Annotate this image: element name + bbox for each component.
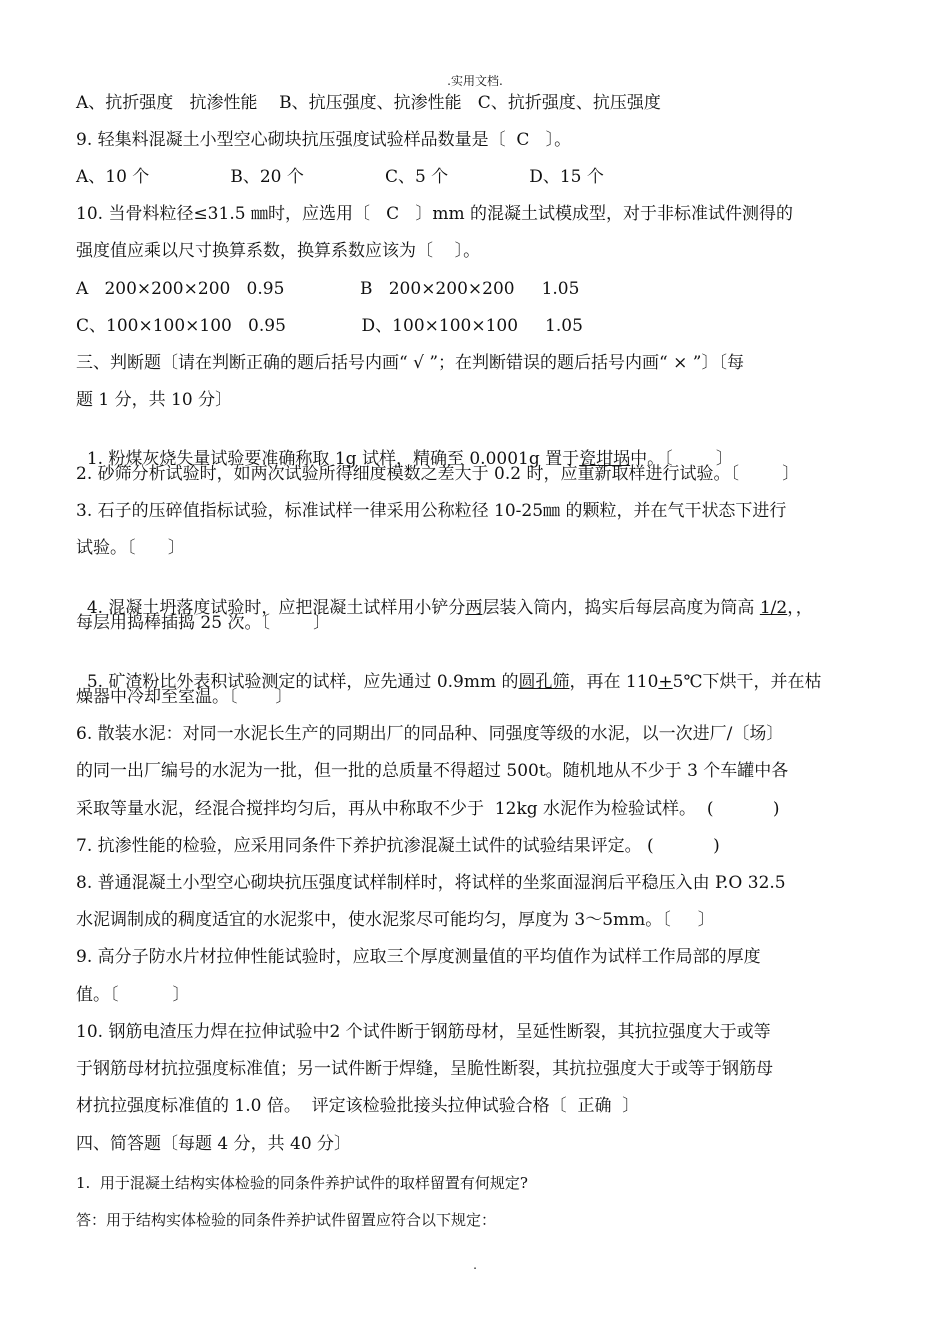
judge-5-text-a: 5. 矿渣粉比外表积试验测定的试样，应先通过 0.9mm 的: [86, 672, 519, 692]
short-answer-1-answer: 答：用于结构实体检验的同条件养护试件留置应符合以下规定：: [76, 1211, 497, 1229]
judge-6-line-3: 采取等量水泥，经混合搅拌均匀后，再从中称取不少于 12kg 水泥作为检验试样。 ( ): [76, 799, 780, 819]
section-3-heading-line-1: 三、判断题〔请在判断正确的题后括号内画“ √ ”；在判断错误的题后括号内画“ × ”〕〔每: [76, 353, 744, 373]
judge-1-text: 1. 粉煤灰烧失量试验要准确称取 1g 试样，精确至 0.0001g 置于: [86, 449, 580, 469]
judge-4-underlined-a: 两: [465, 598, 483, 618]
judge-9-line-2: 值。〔 〕: [76, 985, 190, 1005]
judge-4-text-c: ，，: [787, 598, 813, 618]
judge-1-tail: 中。〔 〕: [630, 449, 733, 469]
judge-8-line-1: 8. 普通混凝土小型空心砌块抗压强度试样制样时，将试样的坐浆面湿润后平稳压入由 P.O 32.5: [76, 873, 786, 893]
short-answer-1-question: 1. 用于混凝土结构实体检验的同条件养护试件的取样留置有何规定?: [76, 1174, 528, 1192]
judge-4-text-b: 层装入筒内，捣实后每层高度为筒高: [482, 598, 760, 618]
judge-1-underlined: 瓷坩埚: [579, 449, 631, 469]
judge-6-line-1: 6. 散装水泥：对同一水泥长生产的同期出厂的同品种、同强度等级的水泥，以一次进厂/〔场〕: [76, 724, 784, 744]
judge-10-line-1: 10. 钢筋电渣压力焊在拉伸试验中2 个试件断于钢筋母材，呈延性断裂，其抗拉强度大于或等: [76, 1022, 771, 1042]
judge-4-line-2: 每层用捣棒插捣 25 次。〔 〕: [76, 613, 331, 633]
judge-5-text-b: ，再在 110: [569, 672, 659, 692]
question-9: 9. 轻集料混凝土小型空心砌块抗压强度试验样品数量是〔 C 〕。: [76, 130, 572, 150]
judge-5-text-c: 5℃下烘干，并在枯: [672, 672, 822, 692]
judge-5-line-2: 燥器中冷却至室温。〔 〕: [76, 687, 293, 707]
options-line-q10-a: A 200×200×200 0.95 B 200×200×200 1.05: [76, 279, 580, 299]
question-10-line-2: 强度值应乘以尺寸换算系数，换算系数应该为〔 〕。: [76, 241, 481, 261]
page-footer: .: [473, 1258, 477, 1272]
options-line-q8: A、抗折强度 抗渗性能 B、抗压强度、抗渗性能 C、抗折强度、抗压强度: [76, 93, 661, 113]
judge-5-underlined-a: 圆孔筛: [518, 672, 570, 692]
judge-5-underlined-b: +: [658, 672, 673, 692]
judge-9-line-1: 9. 高分子防水片材拉伸性能试验时，应取三个厚度测量值的平均值作为试样工作局部的厚度: [76, 947, 761, 967]
judge-3-line-1: 3. 石子的压碎值指标试验，标准试样一律采用公称粒径 10-25㎜ 的颗粒，并在气干状态下进行: [76, 501, 787, 521]
judge-7: 7. 抗渗性能的检验，应采用同条件下养护抗渗混凝土试件的试验结果评定。 ( ): [76, 836, 720, 856]
judge-4-underlined-b: 1/2: [759, 598, 788, 618]
section-3-heading-line-2: 题 1 分，共 10 分〕: [76, 390, 233, 410]
options-line-q9: A、10 个 B、20 个 C、5 个 D、15 个: [76, 167, 604, 187]
judge-6-line-2: 的同一出厂编号的水泥为一批，但一批的总质量不得超过 500t。随机地从不少于 3 个车罐中各: [76, 761, 789, 781]
judge-4-text-a: 4. 混凝土坍落度试验时，应把混凝土试样用小铲分: [86, 598, 466, 618]
section-4-heading: 四、简答题〔每题 4 分，共 40 分〕: [76, 1134, 352, 1154]
judge-10-line-3: 材抗拉强度标准值的 1.0 倍。 评定该检验批接头拉伸试验合格〔 正确 〕: [76, 1096, 640, 1116]
page-header: .实用文档.: [447, 74, 503, 88]
judge-3-line-2: 试验。〔 〕: [76, 538, 185, 558]
judge-2: 2. 砂筛分析试验时，如两次试验所得细度模数之差大于 0.2 时，应重新取样进行试验。〔 〕: [76, 464, 800, 484]
question-10-line-1: 10. 当骨料粒径≤31.5 ㎜时，应选用〔 C 〕mm 的混凝土试模成型，对于非标准试件测得的: [76, 204, 794, 224]
judge-10-line-2: 于钢筋母材抗拉强度标准值；另一试件断于焊缝，呈脆性断裂，其抗拉强度大于或等于钢筋母: [76, 1059, 773, 1079]
judge-8-line-2: 水泥调制成的稠度适宜的水泥浆中，使水泥浆尽可能均匀，厚度为 3～5mm。〔 〕: [76, 910, 715, 930]
options-line-q10-b: C、100×100×100 0.95 D、100×100×100 1.05: [76, 316, 583, 336]
